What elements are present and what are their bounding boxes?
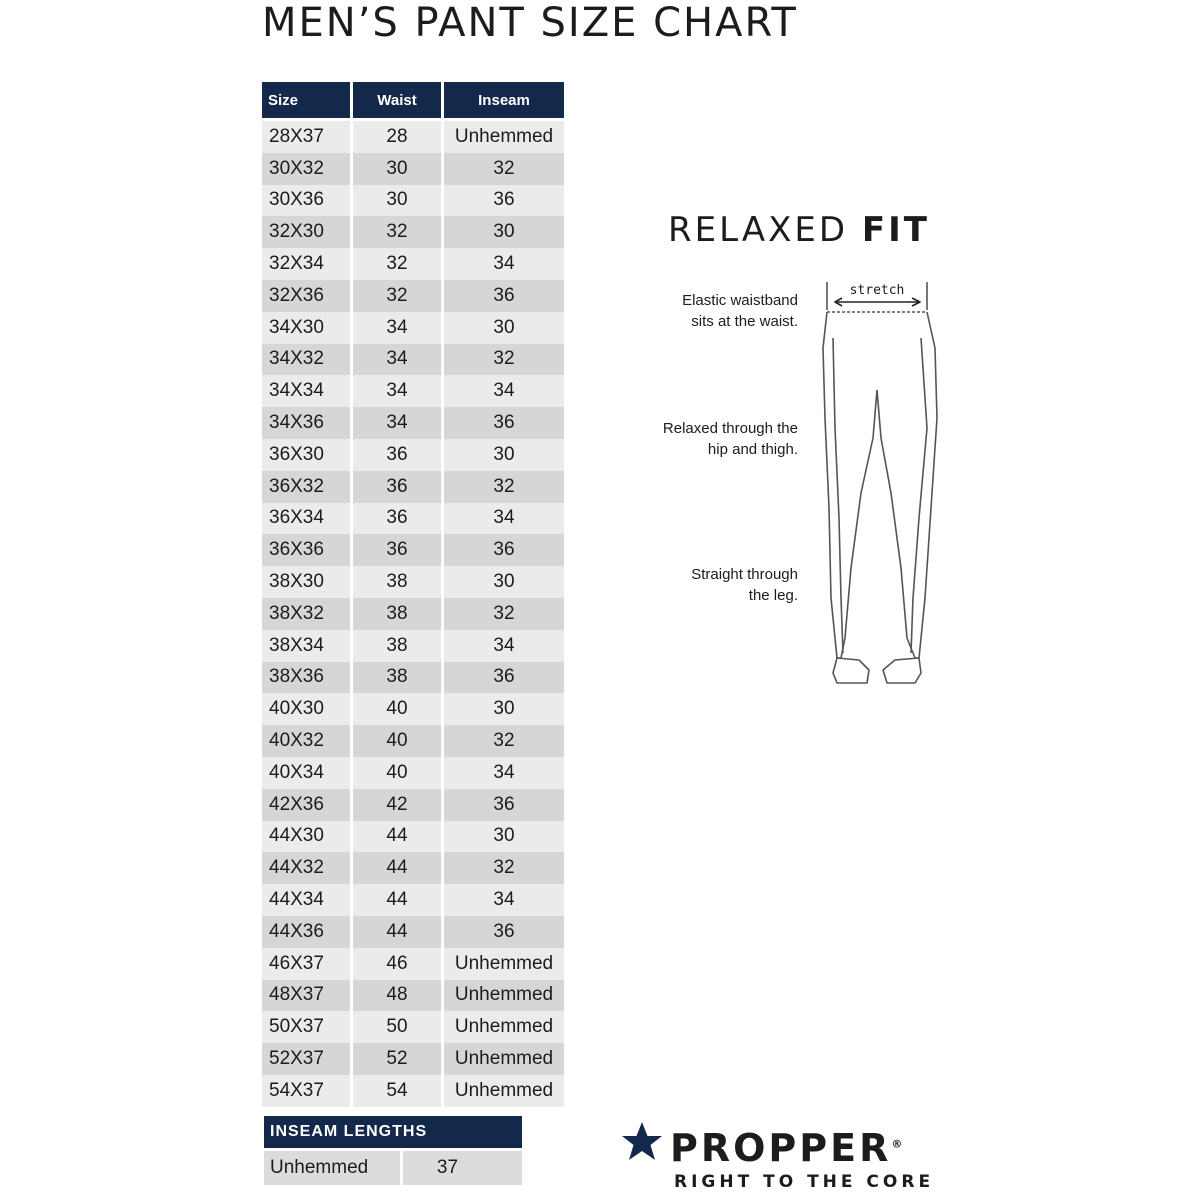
inseam-cell: 34 — [444, 630, 564, 662]
inseam-cell: 36 — [444, 789, 564, 821]
inseam-cell: 30 — [444, 821, 564, 853]
waist-cell: 40 — [353, 725, 441, 757]
table-row — [262, 598, 564, 630]
waist-cell: 34 — [353, 312, 441, 344]
logo-wordmark-text: PROPPER — [670, 1126, 892, 1170]
table-row — [262, 725, 564, 757]
size-cell: 36X36 — [262, 534, 350, 566]
size-cell: 34X32 — [262, 344, 350, 376]
table-row — [262, 503, 564, 535]
waist-cell: 38 — [353, 662, 441, 694]
table-row — [262, 884, 564, 916]
waist-cell: 32 — [353, 280, 441, 312]
propper-logo — [620, 1120, 950, 1200]
inseam-lengths-row — [264, 1151, 522, 1185]
table-row — [262, 693, 564, 725]
inseam-cell: Unhemmed — [444, 1011, 564, 1043]
table-row — [262, 248, 564, 280]
size-cell: 30X36 — [262, 185, 350, 217]
table-row — [262, 630, 564, 662]
size-cell: 28X37 — [262, 121, 350, 153]
table-row — [262, 948, 564, 980]
size-cell: 50X37 — [262, 1011, 350, 1043]
fit-note-leg-line1: Straight through — [691, 566, 798, 583]
inseam-cell: Unhemmed — [444, 1075, 564, 1107]
inseam-cell: 30 — [444, 439, 564, 471]
waist-cell: 50 — [353, 1011, 441, 1043]
page-title: MEN’S PANT SIZE CHART — [262, 0, 798, 46]
inseam-lengths-table — [264, 1116, 522, 1185]
size-cell: 40X32 — [262, 725, 350, 757]
waist-cell: 48 — [353, 980, 441, 1012]
size-cell: 46X37 — [262, 948, 350, 980]
table-row — [262, 789, 564, 821]
left-shoe — [833, 658, 869, 683]
size-cell: 44X36 — [262, 916, 350, 948]
size-cell: 36X34 — [262, 503, 350, 535]
header-size: Size — [262, 82, 350, 121]
size-cell: 52X37 — [262, 1043, 350, 1075]
fit-title-bold: FIT — [861, 210, 930, 250]
table-row — [262, 757, 564, 789]
size-cell: 32X30 — [262, 216, 350, 248]
size-cell: 30X32 — [262, 153, 350, 185]
logo-wordmark — [670, 1126, 905, 1170]
table-row — [262, 216, 564, 248]
table-row — [262, 980, 564, 1012]
table-row — [262, 280, 564, 312]
table-header-row — [262, 82, 564, 121]
inseam-length-label: Unhemmed — [264, 1151, 400, 1185]
inseam-cell: Unhemmed — [444, 980, 564, 1012]
table-row — [262, 185, 564, 217]
size-cell: 44X32 — [262, 852, 350, 884]
table-row — [262, 1011, 564, 1043]
fit-title — [668, 210, 930, 250]
waist-cell: 32 — [353, 216, 441, 248]
fit-note-hip — [598, 418, 798, 460]
size-cell: 34X30 — [262, 312, 350, 344]
table-row — [262, 821, 564, 853]
waist-cell: 38 — [353, 630, 441, 662]
waist-cell: 44 — [353, 884, 441, 916]
waist-cell: 36 — [353, 471, 441, 503]
fit-note-waistband-line1: Elastic waistband — [682, 292, 798, 309]
table-row — [262, 1043, 564, 1075]
waist-cell: 30 — [353, 185, 441, 217]
waist-cell: 36 — [353, 534, 441, 566]
waist-cell: 44 — [353, 852, 441, 884]
star-icon — [620, 1120, 664, 1164]
size-cell: 44X34 — [262, 884, 350, 916]
size-cell: 48X37 — [262, 980, 350, 1012]
inseam-cell: 30 — [444, 566, 564, 598]
inseam-cell: Unhemmed — [444, 948, 564, 980]
size-cell: 34X34 — [262, 375, 350, 407]
header-waist: Waist — [353, 82, 441, 121]
inseam-cell: 32 — [444, 725, 564, 757]
fit-note-waistband-line2: sits at the waist. — [691, 313, 798, 330]
size-cell: 34X36 — [262, 407, 350, 439]
waist-cell: 40 — [353, 757, 441, 789]
inseam-cell: Unhemmed — [444, 121, 564, 153]
size-cell: 38X30 — [262, 566, 350, 598]
waist-cell: 28 — [353, 121, 441, 153]
waist-cell: 34 — [353, 344, 441, 376]
inseam-cell: 36 — [444, 407, 564, 439]
waist-cell: 38 — [353, 598, 441, 630]
waist-cell: 36 — [353, 439, 441, 471]
inseam-lengths-heading: INSEAM LENGTHS — [264, 1116, 522, 1148]
stretch-label: stretch — [849, 283, 905, 298]
size-cell: 42X36 — [262, 789, 350, 821]
table-row — [262, 121, 564, 153]
waist-cell: 34 — [353, 375, 441, 407]
logo-tagline: RIGHT TO THE CORE — [674, 1172, 935, 1192]
size-cell: 54X37 — [262, 1075, 350, 1107]
logo-registered-mark: ® — [891, 1137, 906, 1151]
inseam-cell: 36 — [444, 662, 564, 694]
size-cell: 44X30 — [262, 821, 350, 853]
size-chart-table — [259, 82, 567, 1107]
inseam-cell: Unhemmed — [444, 1043, 564, 1075]
size-cell: 40X34 — [262, 757, 350, 789]
inseam-cell: 34 — [444, 884, 564, 916]
inseam-cell: 32 — [444, 344, 564, 376]
table-row — [262, 566, 564, 598]
inseam-cell: 34 — [444, 757, 564, 789]
waist-cell: 44 — [353, 916, 441, 948]
size-cell: 38X32 — [262, 598, 350, 630]
waist-cell: 54 — [353, 1075, 441, 1107]
waist-cell: 44 — [353, 821, 441, 853]
inseam-length-value: 37 — [403, 1151, 522, 1185]
inseam-cell: 34 — [444, 503, 564, 535]
table-row — [262, 1075, 564, 1107]
waist-cell: 32 — [353, 248, 441, 280]
table-row — [262, 407, 564, 439]
table-row — [262, 916, 564, 948]
table-row — [262, 534, 564, 566]
table-row — [262, 375, 564, 407]
size-cell: 38X36 — [262, 662, 350, 694]
fit-note-hip-line1: Relaxed through the — [662, 420, 798, 437]
inseam-cell: 30 — [444, 216, 564, 248]
inseam-cell: 32 — [444, 153, 564, 185]
header-inseam: Inseam — [444, 82, 564, 121]
fit-note-leg — [598, 564, 798, 606]
table-row — [262, 439, 564, 471]
table-row — [262, 852, 564, 884]
table-row — [262, 344, 564, 376]
fit-note-leg-line2: the leg. — [748, 587, 798, 604]
size-cell: 32X34 — [262, 248, 350, 280]
waist-cell: 38 — [353, 566, 441, 598]
waist-cell: 52 — [353, 1043, 441, 1075]
table-row — [262, 471, 564, 503]
pants-diagram-icon — [815, 278, 945, 693]
waist-cell: 40 — [353, 693, 441, 725]
inseam-cell: 30 — [444, 312, 564, 344]
inseam-cell: 34 — [444, 248, 564, 280]
table-body — [262, 121, 564, 1107]
inseam-cell: 36 — [444, 534, 564, 566]
fit-note-waistband — [598, 290, 798, 332]
inseam-cell: 32 — [444, 852, 564, 884]
waist-cell: 36 — [353, 503, 441, 535]
size-cell: 40X30 — [262, 693, 350, 725]
waist-cell: 42 — [353, 789, 441, 821]
table-row — [262, 153, 564, 185]
size-cell: 36X32 — [262, 471, 350, 503]
waist-cell: 34 — [353, 407, 441, 439]
inseam-cell: 36 — [444, 185, 564, 217]
size-cell: 38X34 — [262, 630, 350, 662]
table-row — [262, 662, 564, 694]
inseam-cell: 36 — [444, 280, 564, 312]
right-shoe — [883, 658, 921, 683]
fit-note-hip-line2: hip and thigh. — [707, 441, 798, 458]
inseam-cell: 32 — [444, 598, 564, 630]
waist-cell: 30 — [353, 153, 441, 185]
size-cell: 36X30 — [262, 439, 350, 471]
waist-cell: 46 — [353, 948, 441, 980]
size-cell: 32X36 — [262, 280, 350, 312]
table-row — [262, 312, 564, 344]
inseam-cell: 32 — [444, 471, 564, 503]
inseam-cell: 34 — [444, 375, 564, 407]
inseam-cell: 30 — [444, 693, 564, 725]
fit-title-light: RELAXED — [668, 210, 862, 250]
inseam-cell: 36 — [444, 916, 564, 948]
